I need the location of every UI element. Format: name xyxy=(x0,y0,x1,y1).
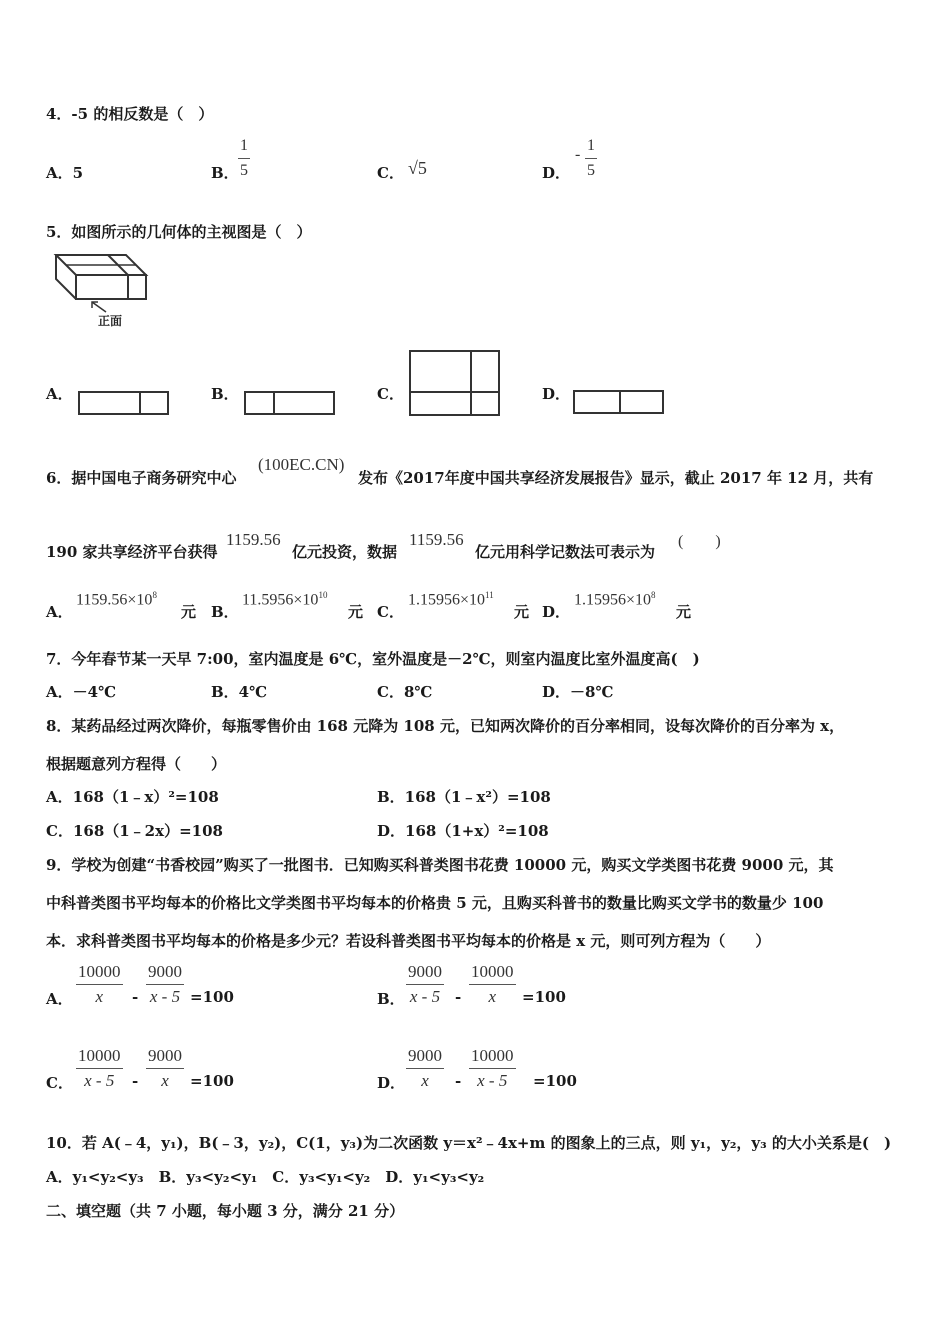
q9-option-c-label: C． xyxy=(46,1074,73,1092)
q9-stem-line1: 9．学校为创建“书香校园”购买了一批图书．已知购买科普类图书花费 10000 元，购买文学类图书花费 9000 元，其 xyxy=(46,856,834,874)
q6-stem-value-2: 1159.56 xyxy=(409,530,464,549)
q9-option-d-minus: - xyxy=(455,1072,462,1090)
q4-option-c-sqrt: √5 xyxy=(408,158,427,178)
q5-stem: 5．如图所示的几何体的主视图是（ ） xyxy=(46,223,312,241)
q5-option-b-figure xyxy=(244,391,335,415)
q7-option-b: B．4℃ xyxy=(211,683,268,701)
q6-stem-line1c: 发布《2017年度中国共享经济发展报告》显示，截止 2017 年 12 月，共有 xyxy=(358,469,874,487)
q9-option-b-eq: =100 xyxy=(522,988,566,1006)
q9-option-a-label: A． xyxy=(46,990,73,1008)
q9-option-d-fraction-1: 9000 x xyxy=(408,1046,442,1090)
q6-option-d-value: $1.15956\times 10^8$ xyxy=(574,590,656,609)
q6-stem-line2c: 亿元投资，数据 xyxy=(292,543,398,561)
q9-option-b-fraction-1: 9000 x - 5 xyxy=(408,962,442,1006)
q5-option-c-label: C． xyxy=(377,385,404,403)
q8-option-d: D．168（1+x）²=108 xyxy=(377,822,549,840)
q4-option-d-sign: - xyxy=(575,146,581,163)
q6-option-a-label: A． xyxy=(46,603,73,621)
q6-option-c-label: C． xyxy=(377,603,404,621)
q4-option-c-label: C． xyxy=(377,164,404,182)
q6-option-d-unit: 元 xyxy=(676,603,692,621)
q9-option-a-eq: =100 xyxy=(190,988,234,1006)
q5-front-label: 正面 xyxy=(98,314,123,328)
q9-option-c-fraction-2: 9000 x xyxy=(148,1046,182,1090)
q7-stem: 7．今年春节某一天早 7:00，室内温度是 6℃，室外温度是－2℃，则室内温度比室外温度高( ) xyxy=(46,650,700,668)
q8-option-b: B．168（1﹣x²）=108 xyxy=(377,788,551,806)
q6-option-b-value: $11.5956\times 10^{10}$ xyxy=(242,590,328,609)
q7-option-d: D．－8℃ xyxy=(542,683,614,701)
q6-option-c-value: $1.15956\times 10^{11}$ xyxy=(408,590,494,609)
section-2-title: 二、填空题（共 7 小题，每小题 3 分，满分 21 分） xyxy=(46,1202,405,1220)
q6-option-d-label: D． xyxy=(542,603,571,621)
q5-option-c-figure xyxy=(409,350,500,416)
q6-stem-paren: ( ) xyxy=(678,533,721,550)
q4-stem: 4．-5 的相反数是（ ） xyxy=(46,105,214,123)
q9-option-b-fraction-2: 10000 x xyxy=(471,962,514,1006)
q5-option-b-label: B． xyxy=(211,385,239,403)
q6-option-c-unit: 元 xyxy=(514,603,530,621)
q9-option-a-fraction-2: 9000 x - 5 xyxy=(148,962,182,1006)
q8-stem-line1: 8．某药品经过两次降价，每瓶零售价由 168 元降为 108 元，已知两次降价的百分率相同，设每次降价的百分率为 x， xyxy=(46,717,845,735)
q9-option-c-minus: - xyxy=(132,1072,139,1090)
q5-option-d-figure xyxy=(573,390,664,414)
q8-option-c: C．168（1﹣2x）=108 xyxy=(46,822,223,840)
q8-option-a: A．168（1﹣x）²=108 xyxy=(46,788,219,806)
q5-option-a-figure xyxy=(78,391,169,415)
q4-option-a: A．5 xyxy=(46,164,84,182)
q6-stem-line1b: (100EC.CN) xyxy=(258,455,345,474)
q9-option-a-minus: - xyxy=(132,988,139,1006)
q10-stem: 10．若 A(﹣4，y₁)，B(﹣3，y₂)，C(1，y₃)为二次函数 y＝x²﹣4x+m 的图象上的三点，则 y₁，y₂，y₃ 的大小关系是( ) xyxy=(46,1134,892,1152)
q9-option-b-minus: - xyxy=(455,988,462,1006)
q9-option-d-fraction-2: 10000 x - 5 xyxy=(471,1046,514,1090)
q6-option-b-label: B． xyxy=(211,603,239,621)
q9-option-d-eq: =100 xyxy=(533,1072,577,1090)
q9-option-d-label: D． xyxy=(377,1074,406,1092)
q7-option-c: C．8℃ xyxy=(377,683,433,701)
q9-option-c-eq: =100 xyxy=(190,1072,234,1090)
q4-option-d-label: D． xyxy=(542,164,571,182)
q6-option-b-unit: 元 xyxy=(348,603,364,621)
q4-option-b-label: B． xyxy=(211,164,239,182)
q9-option-a-fraction-1: 10000 x xyxy=(78,962,121,1006)
q9-option-b-label: B． xyxy=(377,990,405,1008)
q4-option-d-fraction: 1 5 xyxy=(587,137,595,179)
q5-option-a-label: A． xyxy=(46,385,73,403)
q6-stem-line2e: 亿元用科学记数法可表示为 xyxy=(475,543,656,561)
q5-option-d-label: D． xyxy=(542,385,571,403)
q6-option-a-unit: 元 xyxy=(181,603,197,621)
q6-stem-value-1: 1159.56 xyxy=(226,530,281,549)
q9-option-c-fraction-1: 10000 x - 5 xyxy=(78,1046,121,1090)
q6-stem-line2a: 190 家共享经济平台获得 xyxy=(46,543,218,561)
q9-stem-line3: 本．求科普类图书平均每本的价格是多少元？若设科普类图书平均每本的价格是 x 元，则可列方程为（ ） xyxy=(46,932,771,950)
q7-option-a: A．－4℃ xyxy=(46,683,117,701)
q4-option-b-fraction: 1 5 xyxy=(240,137,248,179)
q10-options: A．y₁<y₂<y₃ B．y₃<y₂<y₁ C．y₃<y₁<y₂ D．y₁<y₃<y₂ xyxy=(46,1168,485,1186)
q9-stem-line2: 中科普类图书平均每本的价格比文学类图书平均每本的价格贵 5 元，且购买科普书的数量比购买文学书的数量少 100 xyxy=(46,894,824,912)
q6-stem-line1a: 6．据中国电子商务研究中心 xyxy=(46,469,237,487)
q8-stem-line2: 根据题意列方程得（ ） xyxy=(46,755,227,773)
q6-option-a-value: $1159.56\times 10^8$ xyxy=(76,590,157,609)
